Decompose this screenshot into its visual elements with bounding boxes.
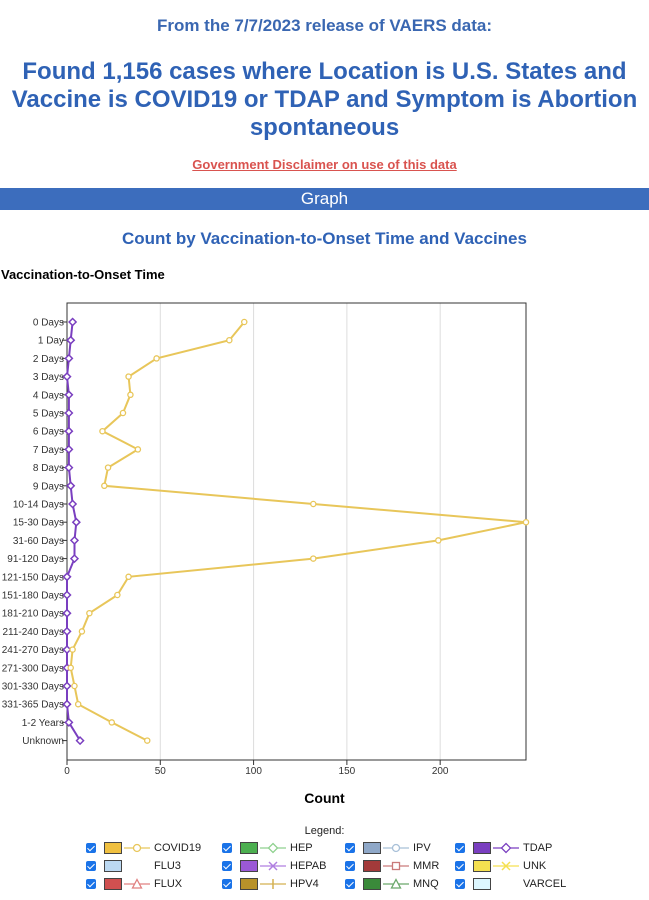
y-tick-label: 2 Days [32, 353, 64, 365]
legend-item-hep[interactable] [222, 840, 313, 856]
legend-checkbox[interactable] [222, 861, 232, 871]
data-point [120, 410, 125, 415]
x-tick-label: 50 [154, 766, 166, 777]
data-point [64, 701, 71, 708]
legend-marker-circle-icon [124, 842, 150, 854]
legend-color-swatch [473, 842, 491, 854]
y-tick-label: 5 Days [32, 408, 64, 420]
y-tick-label: 8 Days [32, 463, 64, 475]
headline-line-2: Vaccine is COVID19 or TDAP and Symptom is Abortion [11, 86, 638, 113]
data-point [76, 702, 81, 707]
data-point [79, 629, 84, 634]
y-tick-label: 241-270 Days [1, 645, 64, 657]
legend-color-swatch [240, 842, 258, 854]
legend-color-swatch [473, 878, 491, 890]
y-tick-label: Unknown [22, 736, 64, 748]
legend-item-mnq[interactable] [345, 876, 439, 892]
data-point [126, 574, 131, 579]
data-point [102, 483, 107, 488]
legend-label: UNK [523, 860, 547, 872]
legend-checkbox[interactable] [222, 843, 232, 853]
y-tick-label: 4 Days [32, 390, 64, 402]
legend-label: HEPAB [290, 860, 327, 872]
legend-color-swatch [104, 860, 122, 872]
grid-lines [160, 303, 440, 760]
chart-svg [0, 290, 649, 780]
data-point [65, 355, 72, 362]
data-point [65, 391, 72, 398]
series-covid19 [68, 319, 528, 743]
y-tick-label: 31-60 Days [12, 535, 64, 547]
legend-label: HPV4 [290, 878, 319, 890]
y-tick-label: 91-120 Days [7, 554, 64, 566]
y-tick-label: 10-14 Days [12, 499, 64, 511]
data-point [68, 665, 73, 670]
legend-marker-x-icon [493, 860, 519, 872]
data-point [145, 738, 150, 743]
y-tick-label: 271-300 Days [1, 663, 64, 675]
legend-item-ipv[interactable] [345, 840, 431, 856]
legend-checkbox[interactable] [345, 843, 355, 853]
legend-item-unk[interactable] [455, 858, 546, 874]
data-point [311, 501, 316, 506]
y-tick-label: 151-180 Days [1, 590, 64, 602]
legend-title: Legend: [304, 825, 345, 837]
data-point [109, 720, 114, 725]
data-point [227, 338, 232, 343]
data-point [71, 537, 78, 544]
legend-checkbox[interactable] [86, 861, 96, 871]
legend-marker-square-icon [383, 860, 409, 872]
legend-marker-diamond-icon [493, 842, 519, 854]
data-point [128, 392, 133, 397]
legend-checkbox[interactable] [455, 861, 465, 871]
data-point [70, 647, 75, 652]
legend-marker-none-icon [493, 878, 519, 890]
data-point [311, 556, 316, 561]
legend-label: FLUX [154, 878, 183, 890]
chart-title: Count by Vaccination-to-Onset Time and Vaccines [122, 229, 527, 248]
legend-color-swatch [104, 842, 122, 854]
data-point [87, 611, 92, 616]
x-tick-label: 100 [245, 766, 262, 777]
data-point [135, 447, 140, 452]
y-tick-label: 121-150 Days [1, 572, 64, 584]
data-point [64, 628, 71, 635]
series-line-covid19 [71, 322, 526, 741]
data-point [65, 428, 72, 435]
legend-item-flux[interactable] [86, 876, 182, 892]
legend-checkbox[interactable] [455, 879, 465, 889]
legend-label: MMR [413, 860, 440, 872]
legend-item-tdap[interactable] [455, 840, 552, 856]
legend-item-flu3[interactable] [86, 858, 181, 874]
y-tick-labels [2, 318, 67, 748]
legend-label: IPV [413, 842, 431, 854]
data-point [69, 501, 76, 508]
x-axis-label: Count [304, 790, 345, 806]
legend-marker-circle-icon [383, 842, 409, 854]
legend-color-swatch [473, 860, 491, 872]
y-tick-label: 181-210 Days [1, 608, 64, 620]
data-point [242, 319, 247, 324]
data-point [69, 319, 76, 326]
legend-color-swatch [240, 860, 258, 872]
legend-marker-x-icon [260, 860, 286, 872]
x-tick-label: 150 [338, 766, 356, 777]
data-point [64, 592, 71, 599]
y-tick-label: 3 Days [32, 372, 64, 384]
legend-item-mmr[interactable] [345, 858, 439, 874]
data-point [436, 538, 441, 543]
x-tick-label: 200 [431, 766, 449, 777]
legend-label: TDAP [523, 842, 553, 854]
headline-line-1: Found 1,156 cases where Location is U.S. States and [22, 58, 627, 85]
data-point [105, 465, 110, 470]
y-tick-label: 9 Days [32, 481, 64, 493]
x-tick-labels [64, 760, 449, 777]
y-tick-label: 1 Day [37, 335, 64, 347]
legend-checkbox[interactable] [345, 861, 355, 871]
data-point [73, 519, 80, 526]
legend-checkbox[interactable] [455, 843, 465, 853]
legend-label: FLU3 [154, 860, 181, 872]
data-point [154, 356, 159, 361]
y-axis-label: Vaccination-to-Onset Time [1, 267, 165, 282]
legend-checkbox[interactable] [222, 879, 232, 889]
y-tick-label: 211-240 Days [2, 626, 64, 638]
legend-color-swatch [363, 860, 381, 872]
data-point [126, 374, 131, 379]
legend-label: COVID19 [154, 842, 202, 854]
data-point [65, 410, 72, 417]
headline-line-3: spontaneous [249, 114, 400, 141]
y-tick-label: 15-30 Days [12, 517, 64, 529]
data-point [64, 373, 71, 380]
data-point [71, 555, 78, 562]
government-disclaimer-link[interactable]: Government Disclaimer on use of this data [192, 157, 457, 172]
release-subtitle: From the 7/7/2023 release of VAERS data: [156, 16, 493, 35]
legend-color-swatch [104, 878, 122, 890]
legend-checkbox[interactable] [86, 843, 96, 853]
legend-checkbox[interactable] [86, 879, 96, 889]
data-point [67, 337, 74, 344]
legend-marker-triangle-icon [124, 878, 150, 890]
data-point [64, 573, 71, 580]
legend-item-varcel[interactable] [455, 876, 566, 892]
y-tick-label: 0 Days [32, 317, 64, 329]
legend-item-hpv4[interactable] [222, 876, 319, 892]
data-point [72, 683, 77, 688]
legend-marker-plus-icon [260, 878, 286, 890]
legend-marker-none-icon [124, 860, 150, 872]
data-point [64, 610, 71, 617]
legend-label: VARCEL [523, 878, 567, 890]
x-tick-label: 0 [64, 766, 70, 777]
legend-checkbox[interactable] [345, 879, 355, 889]
data-point [64, 683, 71, 690]
legend-label: HEP [290, 842, 313, 854]
y-tick-label: 1-2 Years [21, 717, 64, 729]
series-group [64, 319, 529, 745]
legend-item-covid19[interactable] [86, 840, 201, 856]
graph-section-bar: Graph [0, 188, 649, 210]
legend-color-swatch [363, 878, 381, 890]
data-point [65, 464, 72, 471]
data-point [523, 520, 528, 525]
data-point [65, 446, 72, 453]
legend-label: MNQ [413, 878, 439, 890]
data-point [115, 592, 120, 597]
legend-item-hepab[interactable] [222, 858, 326, 874]
data-point [67, 482, 74, 489]
y-tick-label: 331-365 Days [1, 699, 64, 711]
legend-marker-triangle-icon [383, 878, 409, 890]
legend-marker-diamond-icon [260, 842, 286, 854]
y-tick-label: 6 Days [32, 426, 64, 438]
legend-color-swatch [363, 842, 381, 854]
legend-color-swatch [240, 878, 258, 890]
y-tick-label: 7 Days [32, 444, 64, 456]
y-tick-label: 301-330 Days [1, 681, 64, 693]
data-point [100, 429, 105, 434]
results-headline [0, 58, 649, 142]
